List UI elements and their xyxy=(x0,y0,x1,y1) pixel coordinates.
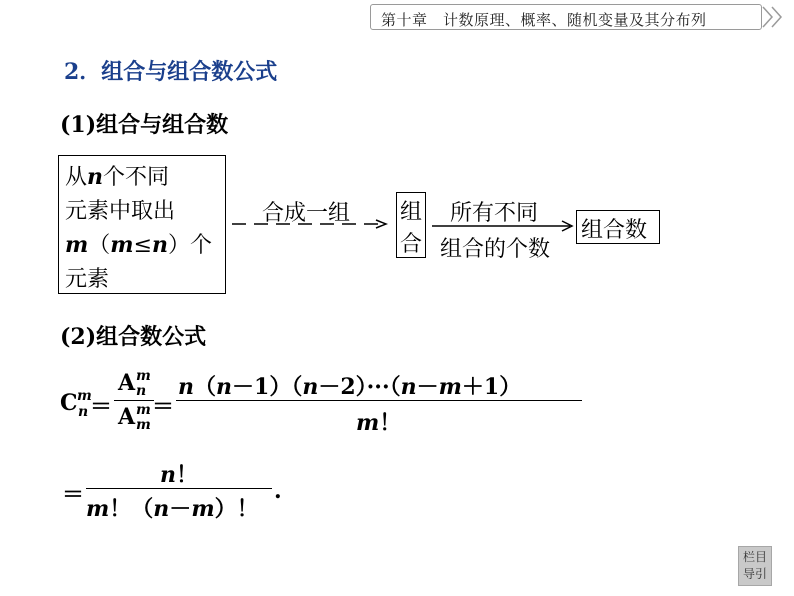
formula-eq-1: ＝ xyxy=(90,394,113,420)
arrow-label-combine: 合成一组 xyxy=(262,201,351,226)
formula-A-bottom: A xyxy=(118,404,136,430)
nav-label-2: 导引 xyxy=(742,567,767,581)
arrow-label-bottom: 组合的个数 xyxy=(440,237,551,262)
formula-C-sub: n xyxy=(78,404,89,420)
result-box xyxy=(576,210,660,244)
formula-A-top: A xyxy=(118,370,136,396)
chapter-title: 第十章 计数原理、概率、随机变量及其分布列 xyxy=(381,11,707,29)
source-line-3: m（m≤n）个 xyxy=(65,232,213,258)
subsection-title-1: (1)组合与组合数 xyxy=(60,112,229,138)
group-char-2: 合 xyxy=(400,232,423,257)
formula-A-top-sup: m xyxy=(136,368,151,384)
group-char-1: 组 xyxy=(400,200,423,225)
subsection-title-2: (2)组合数公式 xyxy=(60,324,207,350)
formula-C-sup: m xyxy=(77,388,92,404)
formula-denominator: m！ xyxy=(356,410,402,436)
fraction-bar-3 xyxy=(86,488,272,489)
formula-A-bottom-sub: m xyxy=(136,417,151,433)
formula-eq-3: ＝ xyxy=(62,482,85,508)
source-line-2: 元素中取出 xyxy=(65,199,176,224)
formula-eq-2: ＝ xyxy=(152,394,175,420)
formula-second-numerator: n！ xyxy=(160,462,199,488)
section-nav-button[interactable] xyxy=(738,546,772,586)
arrow-label-top: 所有不同 xyxy=(450,201,539,226)
chapter-banner xyxy=(370,4,762,30)
formula-second-denominator: m！（n－m）！ xyxy=(86,496,259,522)
source-box xyxy=(58,155,226,294)
formula-period: . xyxy=(274,478,282,504)
section-title: 2．组合与组合数公式 xyxy=(64,59,278,85)
formula-A-bottom-sup: m xyxy=(136,402,151,418)
nav-label-1: 栏目 xyxy=(742,550,767,564)
source-line-4: 元素 xyxy=(65,267,110,292)
fraction-bar-1 xyxy=(114,400,154,401)
formula-numerator: n（n－1）（n－2）···（n－m＋1） xyxy=(178,374,522,400)
result-label: 组合数 xyxy=(581,218,648,243)
chevron-right-icon xyxy=(760,4,790,30)
group-box xyxy=(396,192,426,258)
source-line-1: 从n个不同 xyxy=(65,164,170,190)
formula-C: C xyxy=(60,390,78,416)
formula-A-top-sub: n xyxy=(136,383,147,399)
fraction-bar-2 xyxy=(176,400,582,401)
